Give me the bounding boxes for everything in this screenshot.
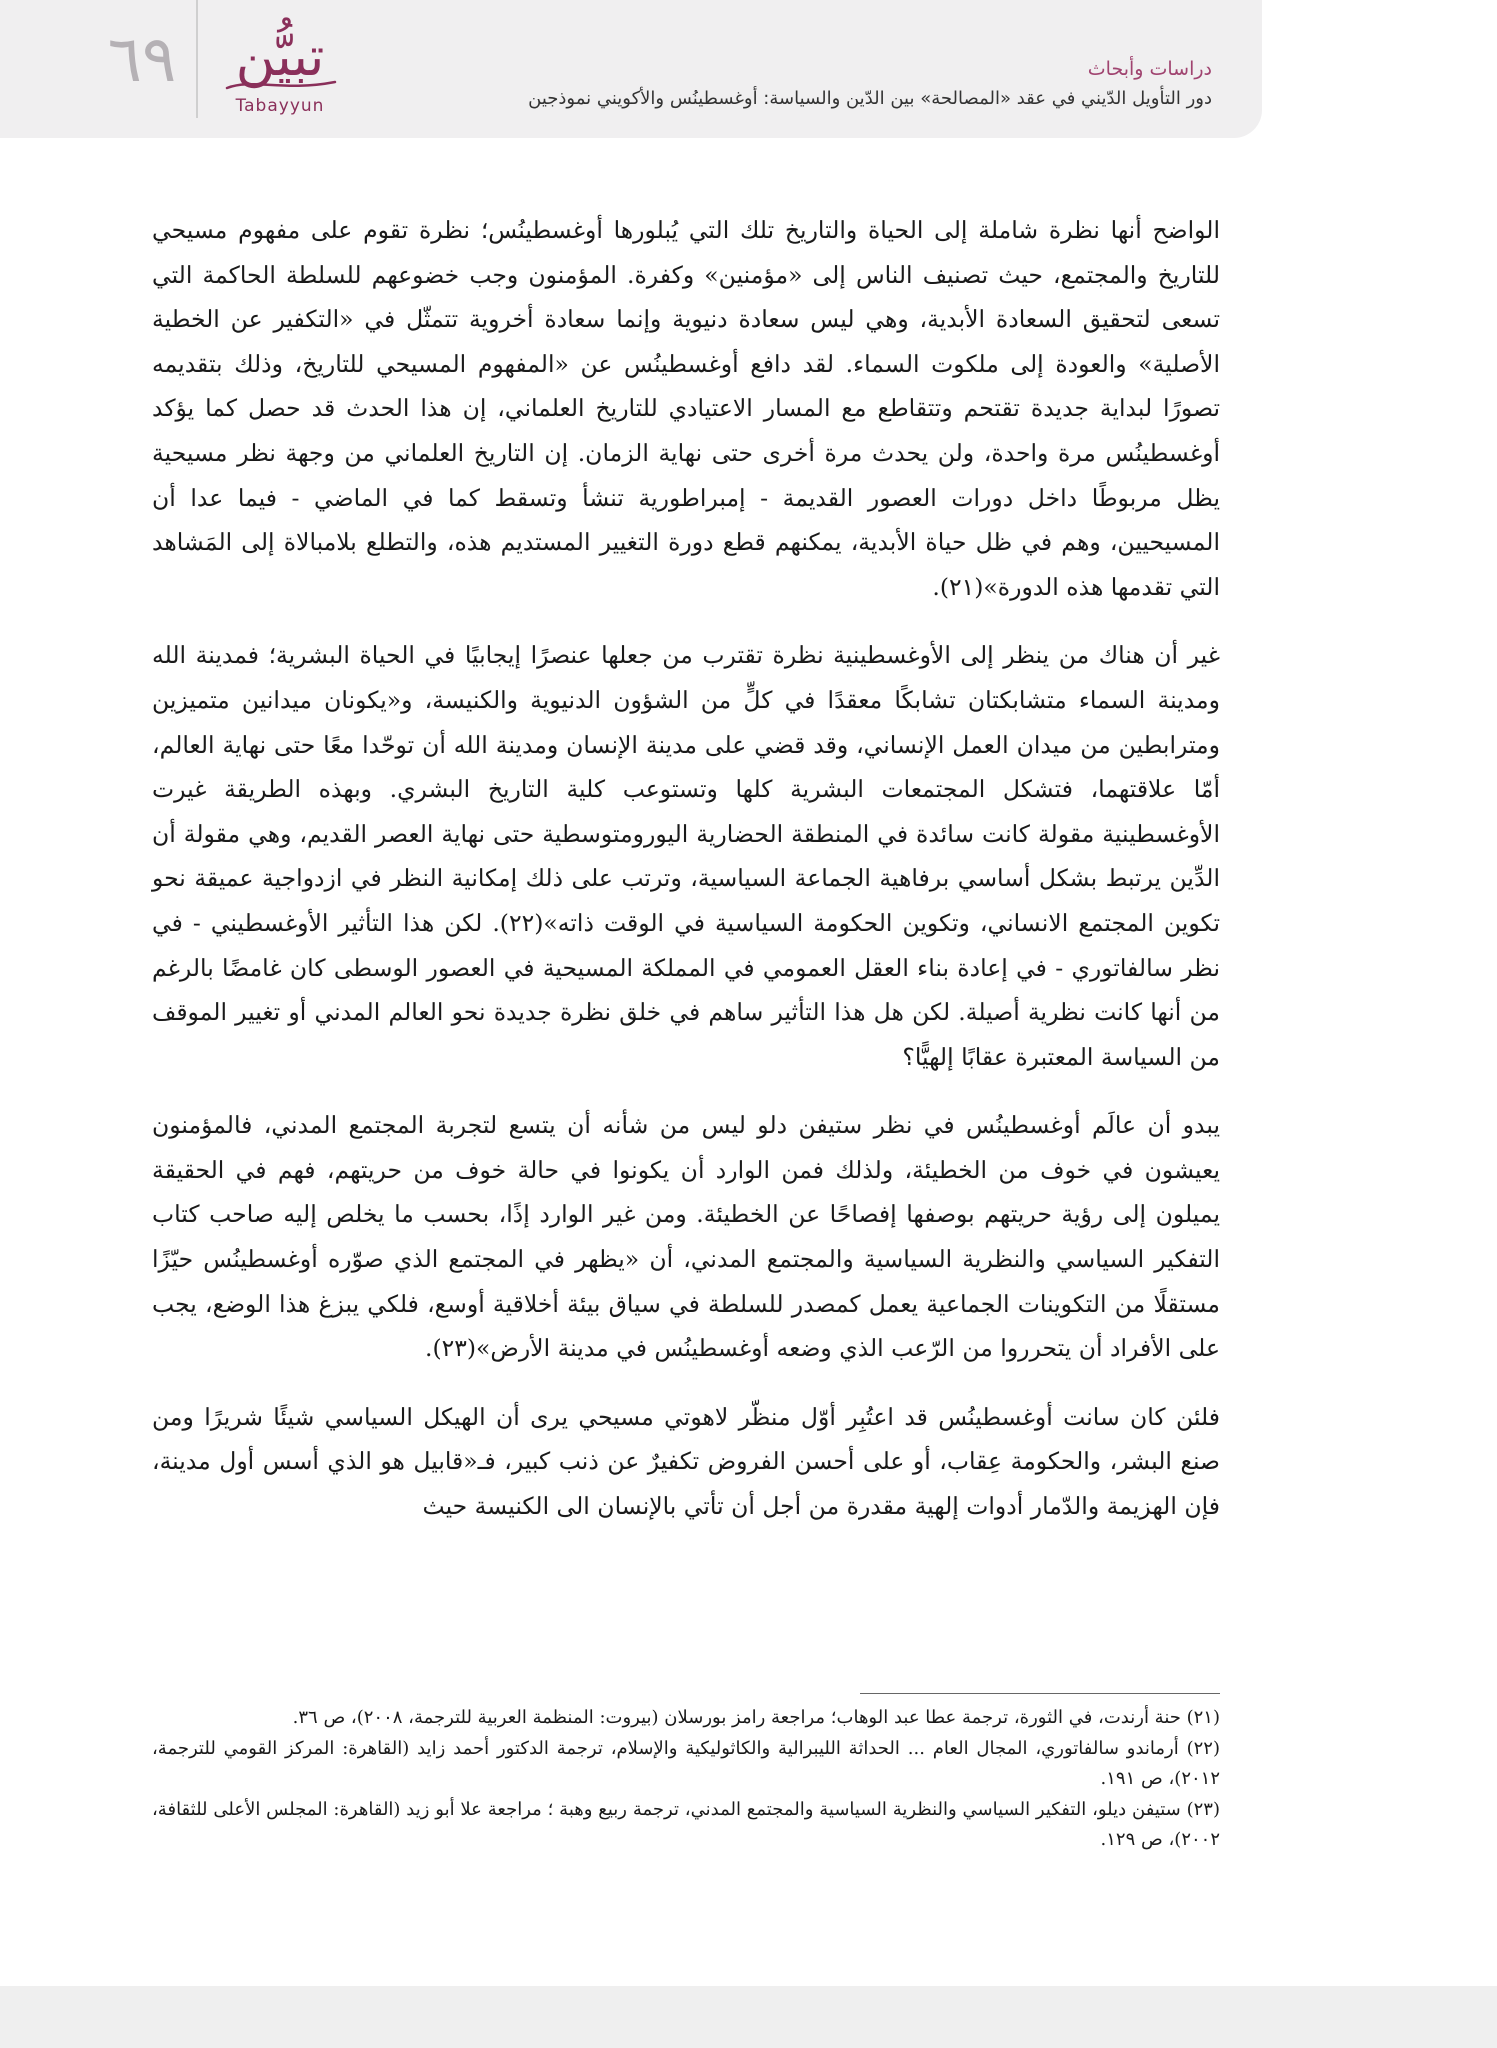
footnotes — [152, 1703, 1220, 1856]
logo-mark: تبيُّن — [235, 25, 325, 88]
paragraph: فلئن كان سانت أوغسطينُس قد اعتُبِر أوّل منظّر لاهوتي مسيحي يرى أن الهيكل السياسي شيئًا شريرًا ومن صنع البشر، والحكومة عِقاب، أو على أحسن الفروض تكفيرٌ عن ذنب كبير، فـ«قابيل هو الذي أسس أول مدينة، فإن الهزيمة والدّمار أدوات إلهية مقدرة من أجل أن تأتي بالإنسان الى الكنيسة حيث — [152, 1402, 1220, 1521]
page-number: ٦٩ — [107, 23, 177, 97]
running-title: دور التأويل الدّيني في عقد «المصالحة» بين الدّين والسياسة: أوغسطينُس والأكويني نموذجين — [528, 88, 1212, 109]
article-body — [152, 208, 1220, 1529]
logo-latin-text: Tabayyun — [235, 96, 325, 116]
journal-logo — [215, 22, 345, 122]
footnote: (٢٣) ستيفن ديلو، التفكير السياسي والنظرية السياسية والمجتمع المدني، ترجمة ربيع وهبة ؛ مراجعة علا أبو زيد (القاهرة: المجلس الأعلى للثقافة، ٢٠٠٢)، ص ١٢٩. — [152, 1798, 1220, 1850]
header-divider — [196, 0, 198, 118]
footnote-rule — [860, 1693, 1220, 1694]
bottom-band — [0, 1986, 1497, 2048]
footnote: (٢٢) أرماندو سالفاتوري، المجال العام ... الحداثة الليبرالية والكاثوليكية والإسلام، ترجمة الدكتور أحمد زايد (القاهرة: المركز القومي للترجمة، ٢٠١٢)، ص ١٩١. — [152, 1737, 1220, 1789]
paragraph: غير أن هناك من ينظر إلى الأوغسطينية نظرة تقترب من جعلها عنصرًا إيجابيًا في الحياة البشرية؛ فمدينة الله ومدينة السماء متشابكتان تشابكًا معقدًا في كلٍّ من الشؤون الدنيوية والكنيسة، و«يكونان ميدانين متميزين ومترابطين من ميدان العمل الإنساني، وقد قضي على مدينة الإنسان ومدينة الله أن توحّدا معًا حتى نهاية العالم، أمّا علاقتهما، فتشكل المجتمعات البشرية كلها وتستوعب كلية التاريخ البشري. وبهذه الطريقة غيرت الأوغسطينية مقولة كانت سائدة في المنطقة الحضارية اليورومتوسطية حتى نهاية العصر القديم، وهي مقولة أن الدِّين يرتبط بشكل أساسي برفاهية الجماعة السياسية، وترتب على ذلك إمكانية النظر في ازدواجية عميقة نحو تكوين المجتمع الانساني، وتكوين الحكومة السياسية في الوقت ذاته»(٢٢). لكن هذا التأثير الأوغسطيني - في نظر سالفاتوري - في إعادة بناء العقل العمومي في المملكة المسيحية في العصور الوسطى كان غامضًا بالرغم من أنها كانت نظرية أصيلة. لكن هل هذا التأثير ساهم في خلق نظرة جديدة نحو العالم المدني أو تغيير الموقف من السياسة المعتبرة عقابًا إلهيًّا؟ — [152, 641, 1221, 1071]
paragraph: يبدو أن عالَم أوغسطينُس في نظر ستيفن دلو ليس من شأنه أن يتسع لتجربة المجتمع المدني، فالمؤمنون يعيشون في خوف من الخطيئة، ولذلك فمن الوارد أن يكونوا في حالة خوف من حريتهم، فهم في الحقيقة يميلون إلى رؤية حريتهم بوصفها إفصاحًا عن الخطيئة. ومن غير الوارد إذًا، بحسب ما يخلص إليه صاحب كتاب التفكير السياسي والنظرية السياسية والمجتمع المدني، أن «يظهر في المجتمع الذي صوّره أوغسطينُس حيّزًا مستقلًا من التكوينات الجماعية يعمل كمصدر للسلطة في سياق بيئة أخلاقية أوسع، فلكي يبزغ هذا الوضع، يجب على الأفراد أن يتحرروا من الرّعب الذي وضعه أوغسطينُس في مدينة الأرض»(٢٣). — [152, 1111, 1220, 1363]
footnote: (٢١) حنة أرندت، في الثورة، ترجمة عطا عبد الوهاب؛ مراجعة رامز بورسلان (بيروت: المنظمة العربية للترجمة، ٢٠٠٨)، ص ٣٦. — [292, 1707, 1220, 1728]
paragraph: الواضح أنها نظرة شاملة إلى الحياة والتاريخ تلك التي يُبلورها أوغسطينُس؛ نظرة تقوم على مفهوم مسيحي للتاريخ والمجتمع، حيث تصنيف الناس إلى «مؤمنين» وكفرة. المؤمنون وجب خضوعهم للسلطة الحاكمة التي تسعى لتحقيق السعادة الأبدية، وهي ليس سعادة دنيوية وإنما سعادة أخروية تتمثّل في «التكفير عن الخطية الأصلية» والعودة إلى ملكوت السماء. لقد دافع أوغسطينُس عن «المفهوم المسيحي للتاريخ، وذلك بتقديمه تصورًا لبداية جديدة تقتحم وتتقاطع مع المسار الاعتيادي للتاريخ العلماني، إن هذا الحدث قد حصل كما يؤكد أوغسطينُس مرة واحدة، ولن يحدث مرة أخرى حتى نهاية الزمان. إن التاريخ العلماني من وجهة نظر مسيحية يظل مربوطًا داخل دورات العصور القديمة - إمبراطورية تنشأ وتسقط كما في الماضي - فيما عدا أن المسيحيين، وهم في ظل حياة الأبدية، يمكنهم قطع دورة التغيير المستديم هذه، والتطلع بلامبالاة إلى المَشاهد التي تقدمها هذه الدورة»(٢١). — [152, 216, 1220, 601]
section-label: دراسات وأبحاث — [1087, 58, 1212, 80]
logo-swash-icon — [223, 74, 339, 94]
